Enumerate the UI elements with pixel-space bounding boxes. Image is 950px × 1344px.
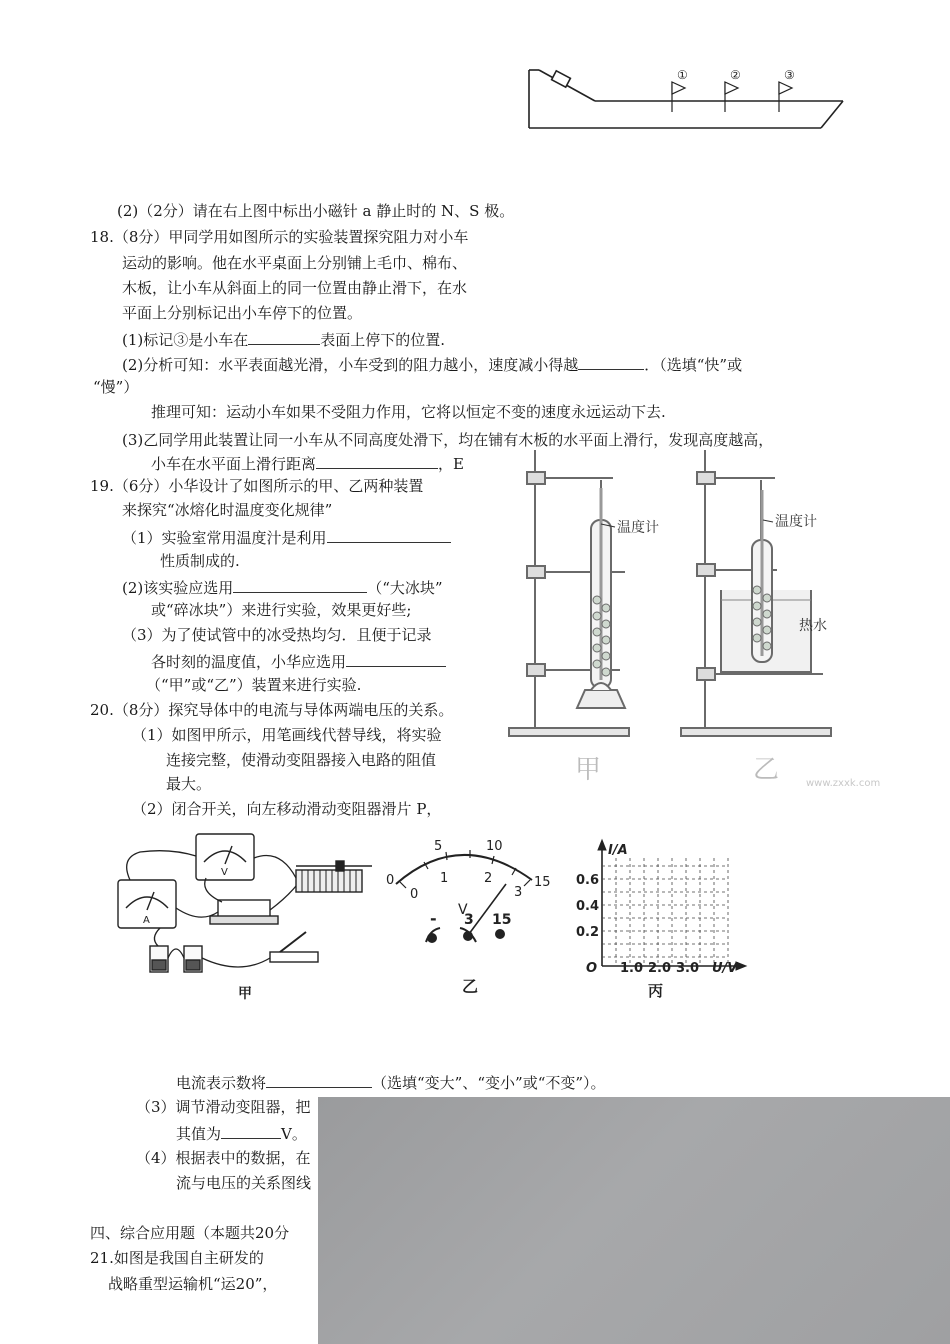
dial-top-10: 10 (486, 839, 503, 854)
q18-part2-options: “慢”） (93, 378, 139, 396)
q18-stem-line1: 18.（8分）甲同学用如图所示的实验装置探究阻力对小车 (90, 228, 469, 246)
q20-part4-line2: 流与电压的关系图线 (176, 1174, 312, 1192)
gray-occlusion-block (318, 1097, 950, 1344)
graph-label-bing: 丙 (648, 982, 664, 1000)
label-thermometer-2: 温度计 (775, 514, 817, 530)
flag-label-3: ③ (784, 68, 795, 82)
graph-ytick-0.2: 0.2 (576, 925, 600, 940)
q18-part2-text: (2)分析可知：水平表面越光滑，小车受到的阻力越小，速度减小得越 (122, 356, 579, 374)
terminal-3: 3 (464, 912, 474, 928)
q20-part2-text: 电流表示数将 (176, 1074, 267, 1092)
q19-part1-tail: 性质制成的. (160, 552, 240, 570)
circuit-label-jia: 甲 (238, 986, 252, 1002)
q18-stem-line4: 平面上分别标记出小车停下的位置。 (122, 304, 363, 322)
q18-part3-tail: ，E (438, 455, 464, 473)
q19-part3-text: 各时刻的温度值，小华应选用 (151, 653, 347, 671)
q18-inference: 推理可知：运动小车如果不受阻力作用，它将以恒定不变的速度永远运动下去. (151, 403, 666, 421)
q18-part1 (122, 328, 445, 350)
q18-stem-line2: 运动的影响。他在水平桌面上分别铺上毛巾、棉布、 (122, 254, 468, 272)
q19-part2-text: (2)该实验应选用 (122, 579, 234, 597)
label-hot-water: 热水 (799, 618, 827, 634)
q20-part2-line2 (176, 1071, 606, 1093)
graph-ytick-0.6: 0.6 (576, 873, 600, 888)
q18-blank-1[interactable] (248, 328, 320, 345)
q19-blank-1[interactable] (327, 526, 451, 543)
q21-line1: 21.如图是我国自主研发的 (90, 1249, 264, 1267)
dial-mid-1: 1 (440, 871, 449, 886)
q20-part1-line2: 连接完整，使滑动变阻器接入电路的阻值 (166, 751, 437, 769)
terminal-minus: - (430, 909, 437, 928)
graph-ytick-0.4: 0.4 (576, 899, 600, 914)
flag-label-2: ② (730, 68, 741, 82)
q18-part2-tail: ．（选填“快”或 (644, 356, 743, 374)
iu-graph-figure-bing (578, 838, 758, 1002)
label-thermometer-1: 温度计 (617, 520, 659, 536)
q18-part1-tail: 表面上停下的位置. (320, 331, 446, 349)
terminal-15: 15 (492, 912, 512, 928)
q19-stem-line2: 来探究“冰熔化时温度变化规律” (122, 501, 333, 519)
flag-label-1: ① (677, 68, 688, 82)
q20-part3-tail: V。 (281, 1125, 307, 1143)
q19-stem-line1: 19.（6分）小华设计了如图所示的甲、乙两种装置 (90, 477, 424, 495)
q20-part3-line2 (176, 1122, 307, 1144)
dial-mid-3: 3 (514, 885, 523, 900)
q20-part3: （3）调节滑动变阻器，把 (136, 1098, 311, 1116)
graph-origin: O (586, 961, 598, 976)
q19-part2 (122, 576, 443, 598)
watermark: www.zxxk.com (806, 778, 881, 789)
q20-part1: （1）如图甲所示，用笔画线代替导线，将实验 (132, 726, 442, 744)
q19-blank-3[interactable] (346, 650, 446, 667)
q20-blank-2[interactable] (221, 1122, 281, 1139)
dial-symbol-v: V (458, 902, 468, 918)
q18-part2 (122, 353, 742, 375)
ramp-flags-figure (525, 66, 850, 132)
q18-part3-text: 小车在水平面上滑行距离 (151, 455, 317, 473)
q20-part2: （2）闭合开关，向左移动滑动变阻器滑片 P， (132, 800, 442, 818)
q18-blank-2[interactable] (578, 353, 644, 370)
q19-part2-options: 或“碎冰块”）来进行实验，效果更好些; (151, 601, 412, 619)
graph-ylabel: I/A (608, 843, 628, 858)
q18-part3-line2 (151, 452, 464, 474)
label-apparatus-yi: 乙 (753, 755, 780, 785)
q19-part1 (122, 526, 451, 548)
svg-text:A: A (143, 915, 150, 926)
dial-end-0: 0 (386, 873, 395, 888)
q20-part1-line3: 最大。 (166, 775, 212, 793)
q19-part3: （3）为了使试管中的冰受热均匀．且便于记录 (122, 626, 432, 644)
q18-stem-line3: 木板，让小车从斜面上的同一位置由静止滑下，在水 (122, 279, 468, 297)
graph-xtick-2.0: 2.0 (648, 961, 672, 976)
q19-part2-tail: （“大冰块” (367, 579, 443, 597)
graph-xtick-1.0: 1.0 (620, 961, 644, 976)
dial-mid-2: 2 (484, 871, 493, 886)
dial-mid-0: 0 (410, 887, 419, 902)
circuit-figure-jia (110, 828, 382, 1004)
q21-line2: 战略重型运输机“运20”， (108, 1275, 278, 1293)
q18-part3: (3)乙同学用此装置让同一小车从不同高度处滑下，均在铺有木板的水平面上滑行，发现高度越高， (122, 431, 774, 449)
svg-text:V: V (221, 867, 228, 878)
graph-xtick-3.0: 3.0 (676, 961, 700, 976)
label-apparatus-jia: 甲 (575, 755, 602, 785)
q20-part3-text: 其值为 (176, 1125, 222, 1143)
q19-part3-line2 (151, 650, 446, 672)
q19-part1-text: （1）实验室常用温度汁是利用 (122, 529, 327, 547)
graph-xlabel: U/V (712, 961, 738, 976)
q19-part3-tail: （“甲”或“乙”）装置来进行实验. (146, 676, 362, 694)
voltmeter-dial-figure-yi (384, 832, 560, 1000)
q18-part1-text: (1)标记③是小车在 (122, 331, 249, 349)
ice-melting-apparatus-figure (505, 440, 865, 790)
q19-blank-2[interactable] (233, 576, 367, 593)
q18-blank-3[interactable] (316, 452, 438, 469)
q20-stem: 20.（8分）探究导体中的电流与导体两端电压的关系。 (90, 701, 454, 719)
q20-blank-1[interactable] (266, 1071, 372, 1088)
q20-part4: （4）根据表中的数据，在 (136, 1149, 311, 1167)
section4-title: 四、综合应用题（本题共20分 (90, 1224, 290, 1242)
dial-top-5: 5 (434, 839, 443, 854)
dial-label-yi: 乙 (462, 977, 479, 996)
q20-part2-tail: （选填“变大”、“变小”或“不变”）。 (372, 1074, 606, 1092)
q17-part2: (2)（2分）请在右上图中标出小磁针 a 静止时的 N、S 极。 (117, 202, 515, 220)
dial-end-15: 15 (534, 875, 551, 890)
